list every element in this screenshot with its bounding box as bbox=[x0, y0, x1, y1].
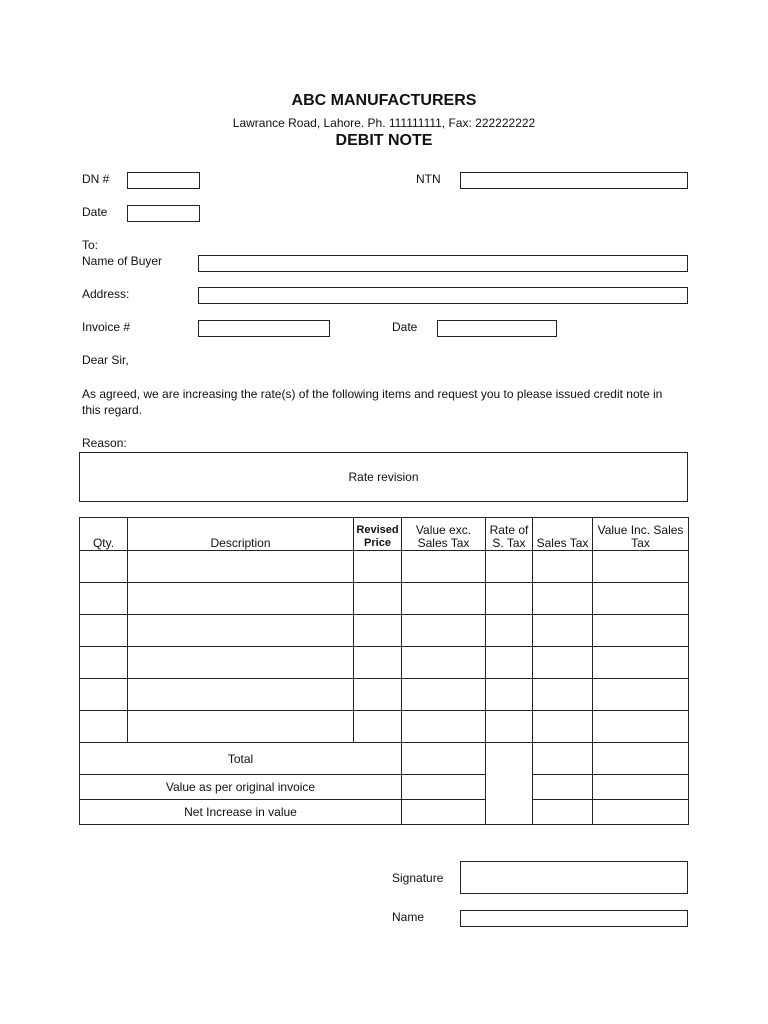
to-label: To: bbox=[82, 238, 99, 252]
net-increase-value-exc[interactable] bbox=[402, 800, 486, 825]
cell-value-inc[interactable] bbox=[593, 679, 689, 711]
cell-description[interactable] bbox=[128, 583, 354, 615]
original-value-inc[interactable] bbox=[593, 775, 689, 800]
header-qty: Qty. bbox=[80, 518, 128, 551]
summary-rate-cell bbox=[486, 743, 533, 825]
cell-value-exc[interactable] bbox=[402, 583, 486, 615]
cell-value-exc[interactable] bbox=[402, 679, 486, 711]
document-title: DEBIT NOTE bbox=[335, 132, 433, 149]
reason-value: Rate revision bbox=[348, 470, 419, 484]
cell-qty[interactable] bbox=[80, 551, 128, 583]
cell-rate[interactable] bbox=[486, 711, 533, 743]
cell-value-exc[interactable] bbox=[402, 711, 486, 743]
ntn-label: NTN bbox=[416, 172, 441, 186]
net-increase-value-inc[interactable] bbox=[593, 800, 689, 825]
cell-sales-tax[interactable] bbox=[533, 583, 593, 615]
invoice-date-label: Date bbox=[392, 320, 418, 334]
cell-value-exc[interactable] bbox=[402, 551, 486, 583]
cell-qty[interactable] bbox=[80, 711, 128, 743]
original-sales-tax[interactable] bbox=[533, 775, 593, 800]
cell-value-inc[interactable] bbox=[593, 615, 689, 647]
cell-description[interactable] bbox=[128, 551, 354, 583]
table-row bbox=[80, 615, 689, 647]
cell-revised-price[interactable] bbox=[354, 679, 402, 711]
header-rate: Rate of S. Tax bbox=[486, 518, 533, 551]
name-field[interactable] bbox=[460, 910, 688, 927]
cell-rate[interactable] bbox=[486, 583, 533, 615]
cell-value-inc[interactable] bbox=[593, 647, 689, 679]
cell-qty[interactable] bbox=[80, 583, 128, 615]
dn-field[interactable] bbox=[127, 172, 200, 189]
total-value-inc[interactable] bbox=[593, 743, 689, 775]
cell-sales-tax[interactable] bbox=[533, 711, 593, 743]
cell-value-inc[interactable] bbox=[593, 711, 689, 743]
total-row bbox=[80, 743, 689, 775]
original-invoice-row bbox=[80, 775, 689, 800]
invoice-number-field[interactable] bbox=[198, 320, 330, 337]
name-label: Name bbox=[392, 910, 425, 924]
cell-description[interactable] bbox=[128, 615, 354, 647]
table-header-row bbox=[80, 518, 689, 551]
table-row bbox=[80, 679, 689, 711]
letter-body: As agreed, we are increasing the rate(s) of the following items and request you to please issued credit note in this regard. bbox=[82, 387, 663, 417]
cell-rate[interactable] bbox=[486, 551, 533, 583]
date-field[interactable] bbox=[127, 205, 200, 222]
cell-revised-price[interactable] bbox=[354, 551, 402, 583]
signature-field[interactable] bbox=[460, 861, 688, 894]
table-row bbox=[80, 551, 689, 583]
cell-sales-tax[interactable] bbox=[533, 647, 593, 679]
cell-qty[interactable] bbox=[80, 615, 128, 647]
cell-revised-price[interactable] bbox=[354, 615, 402, 647]
net-increase-label: Net Increase in value bbox=[80, 800, 402, 825]
invoice-date-field[interactable] bbox=[437, 320, 557, 337]
cell-qty[interactable] bbox=[80, 679, 128, 711]
cell-value-exc[interactable] bbox=[402, 647, 486, 679]
total-value-exc[interactable] bbox=[402, 743, 486, 775]
cell-revised-price[interactable] bbox=[354, 583, 402, 615]
cell-revised-price[interactable] bbox=[354, 711, 402, 743]
items-table bbox=[79, 517, 689, 825]
total-label: Total bbox=[80, 743, 402, 775]
cell-sales-tax[interactable] bbox=[533, 551, 593, 583]
original-invoice-label: Value as per original invoice bbox=[80, 775, 402, 800]
ntn-field[interactable] bbox=[460, 172, 688, 189]
header-value-inc: Value Inc. Sales Tax bbox=[593, 518, 689, 551]
net-increase-sales-tax[interactable] bbox=[533, 800, 593, 825]
date-label: Date bbox=[82, 205, 108, 219]
cell-revised-price[interactable] bbox=[354, 647, 402, 679]
header-description: Description bbox=[128, 518, 354, 551]
header-value-exc: Value exc. Sales Tax bbox=[402, 518, 486, 551]
reason-box[interactable] bbox=[79, 452, 688, 502]
company-name: ABC MANUFACTURERS bbox=[291, 92, 477, 109]
cell-value-inc[interactable] bbox=[593, 583, 689, 615]
table-row bbox=[80, 583, 689, 615]
cell-description[interactable] bbox=[128, 679, 354, 711]
cell-description[interactable] bbox=[128, 647, 354, 679]
address-label: Address: bbox=[82, 287, 130, 301]
header-sales-tax: Sales Tax bbox=[533, 518, 593, 551]
cell-value-inc[interactable] bbox=[593, 551, 689, 583]
company-address: Lawrance Road, Lahore. Ph. 111111111, Fax: 222222222 bbox=[232, 116, 536, 130]
cell-sales-tax[interactable] bbox=[533, 615, 593, 647]
cell-rate[interactable] bbox=[486, 615, 533, 647]
buyer-name-field[interactable] bbox=[198, 255, 688, 272]
cell-rate[interactable] bbox=[486, 679, 533, 711]
buyer-label: Name of Buyer bbox=[82, 254, 163, 268]
dn-label: DN # bbox=[82, 172, 110, 186]
reason-label: Reason: bbox=[82, 436, 127, 450]
header-revised-price: Revised Price bbox=[354, 518, 402, 551]
signature-label: Signature bbox=[392, 871, 444, 885]
greeting: Dear Sir, bbox=[82, 353, 129, 367]
table-row bbox=[80, 711, 689, 743]
original-value-exc[interactable] bbox=[402, 775, 486, 800]
address-field[interactable] bbox=[198, 287, 688, 304]
cell-sales-tax[interactable] bbox=[533, 679, 593, 711]
cell-rate[interactable] bbox=[486, 647, 533, 679]
cell-description[interactable] bbox=[128, 711, 354, 743]
invoice-label: Invoice # bbox=[82, 320, 131, 334]
table-row bbox=[80, 647, 689, 679]
cell-qty[interactable] bbox=[80, 647, 128, 679]
cell-value-exc[interactable] bbox=[402, 615, 486, 647]
net-increase-row bbox=[80, 800, 689, 825]
total-sales-tax[interactable] bbox=[533, 743, 593, 775]
